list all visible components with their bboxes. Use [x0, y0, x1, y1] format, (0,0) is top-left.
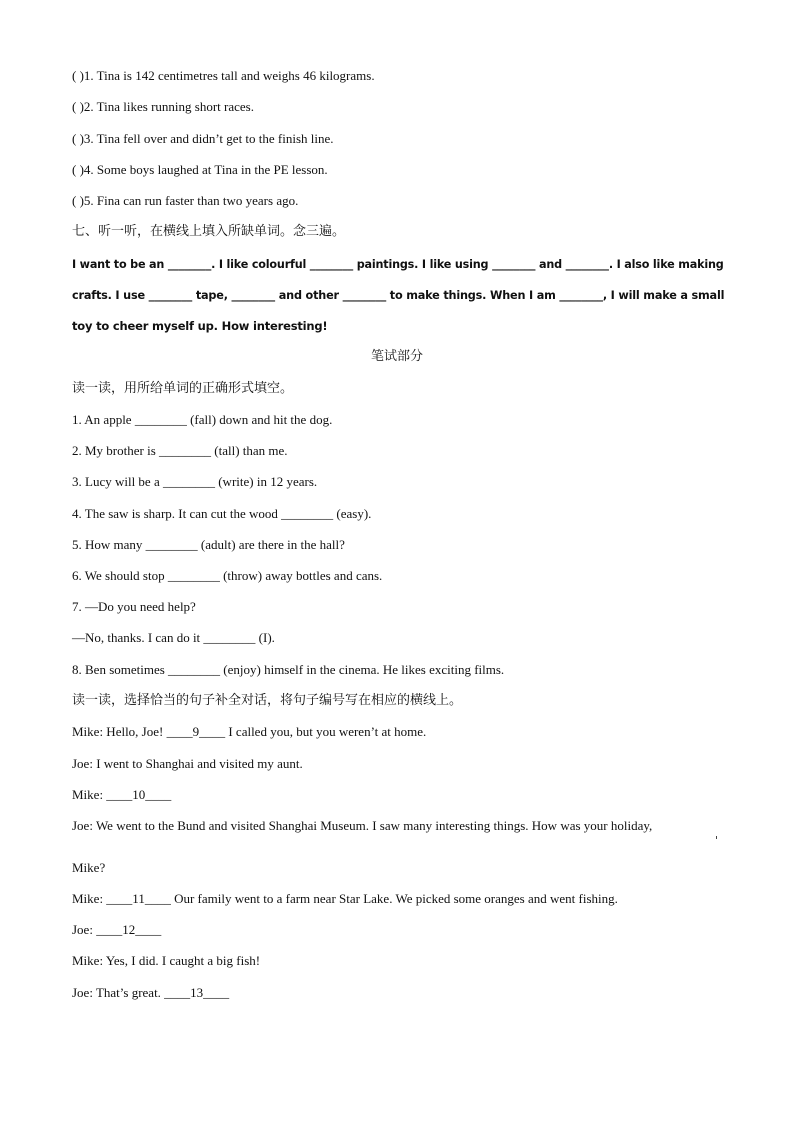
dialog-heading: 读一读，选择恰当的句子补全对话，将句子编号写在相应的横线上。: [72, 693, 463, 708]
tf-item-1: ( )1. Tina is 142 centimetres tall and weighs 46 kilograms.: [72, 68, 375, 83]
fill-item-3: 3. Lucy will be a ________ (write) in 12 years.: [72, 474, 318, 489]
dialog-line-5: Mike?: [72, 860, 106, 875]
tf-item-5: ( )5. Fina can run faster than two years ago.: [72, 193, 299, 208]
dialog-line-7: Joe: ____12____: [72, 922, 162, 937]
dialog-line-4: Joe: We went to the Bund and visited Shanghai Museum. I saw many interesting things. How was your holiday,: [72, 818, 653, 833]
dialog-line-1: Mike: Hello, Joe! ____9____ I called you, but you weren’t at home.: [72, 724, 427, 739]
written-section-title: 笔试部分: [370, 349, 423, 364]
fill-item-8: 8. Ben sometimes ________ (enjoy) himself in the cinema. He likes exciting films.: [72, 662, 505, 677]
margin-mark: [716, 836, 717, 839]
dialog-line-3: Mike: ____10____: [72, 787, 172, 802]
fill-heading: 读一读，用所给单词的正确形式填空。: [72, 381, 294, 396]
dialog-line-2: Joe: I went to Shanghai and visited my aunt.: [72, 756, 303, 771]
dialog-line-8: Mike: Yes, I did. I caught a big fish!: [72, 953, 261, 968]
fill-item-5: 5. How many ________ (adult) are there in the hall?: [72, 537, 345, 552]
tf-item-2: ( )2. Tina likes running short races.: [72, 99, 254, 114]
section7-line-1: I want to be an ________. I like colourful ________ paintings. I like using ________ and ________. I also like making: [72, 257, 724, 271]
section7-line-3: toy to cheer myself up. How interesting!: [72, 319, 328, 333]
fill-item-2: 2. My brother is ________ (tall) than me.: [72, 443, 288, 458]
section7-heading: 七、听一听，在横线上填入所缺单词。念三遍。: [72, 224, 346, 239]
fill-item-4: 4. The saw is sharp. It can cut the wood ________ (easy).: [72, 506, 372, 521]
tf-item-3: ( )3. Tina fell over and didn’t get to the finish line.: [72, 131, 334, 146]
tf-item-4: ( )4. Some boys laughed at Tina in the PE lesson.: [72, 162, 328, 177]
fill-item-6: 6. We should stop ________ (throw) away bottles and cans.: [72, 568, 383, 583]
section7-line-2: crafts. I use ________ tape, ________ and other ________ to make things. When I am ________, I will make a small: [72, 288, 725, 302]
fill-item-7-question: 7. —Do you need help?: [72, 599, 196, 614]
fill-item-7-answer: —No, thanks. I can do it ________ (I).: [72, 630, 275, 645]
dialog-line-9: Joe: That’s great. ____13____: [72, 985, 230, 1000]
dialog-line-6: Mike: ____11____ Our family went to a farm near Star Lake. We picked some oranges and went fishing.: [72, 891, 618, 906]
fill-item-1: 1. An apple ________ (fall) down and hit the dog.: [72, 412, 333, 427]
